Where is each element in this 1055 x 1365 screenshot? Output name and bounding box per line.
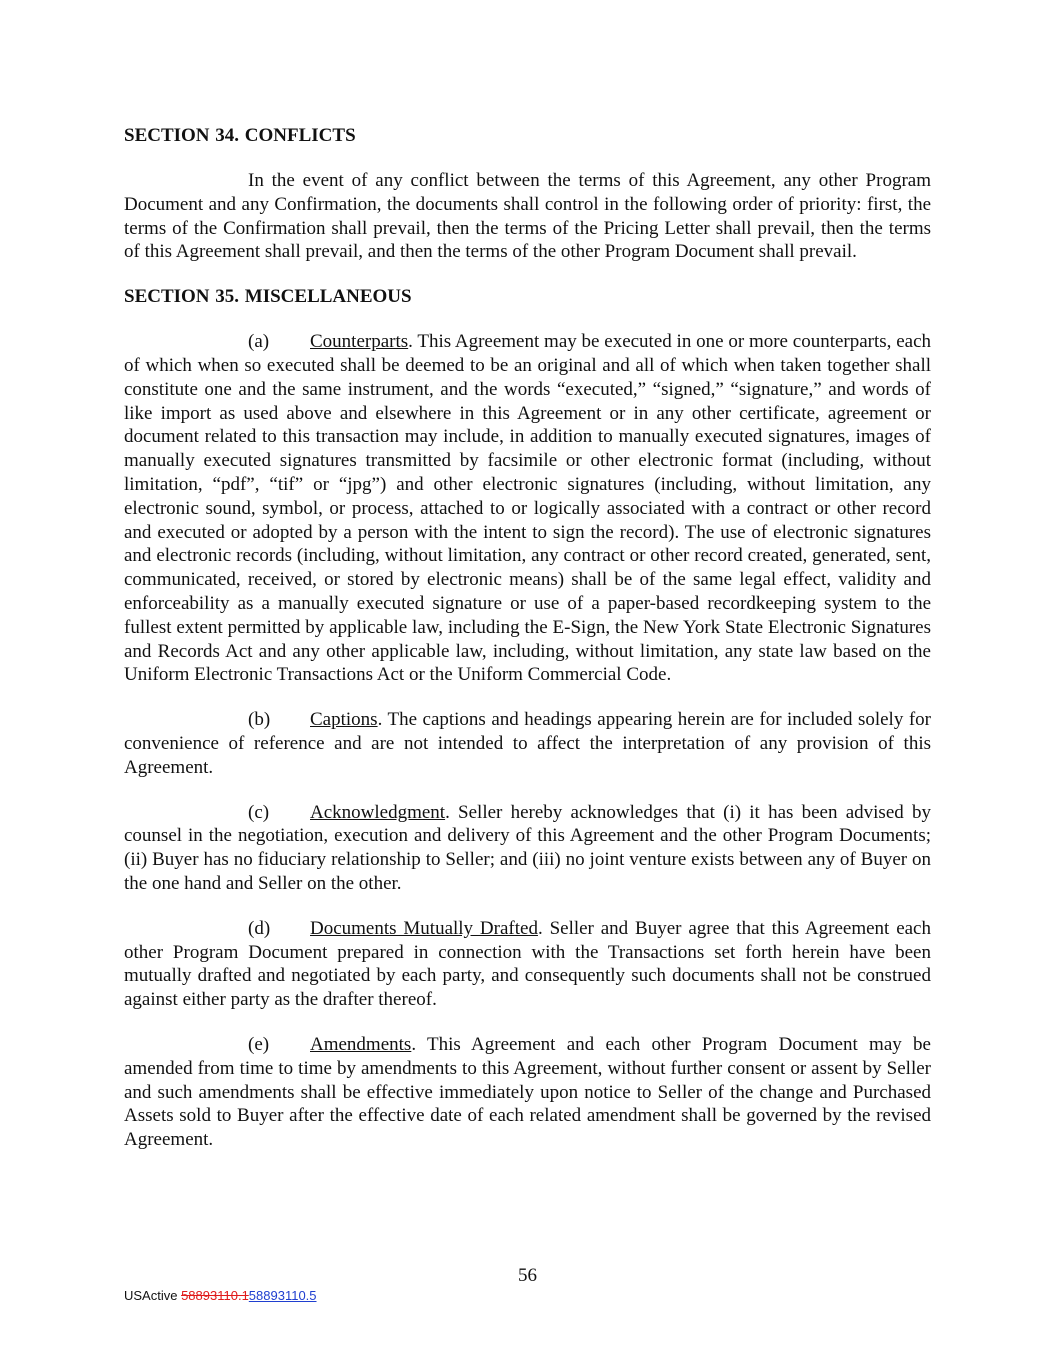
paragraph-d-text: . Seller and Buyer agree that this Agreement each other Program Document prepared in connection with the Transactions set forth herein have been mutually drafted and negotiated by each party, and consequently such documents shall not be construed against either party as the drafter thereof.	[124, 917, 931, 1011]
paragraph-e	[124, 1033, 931, 1152]
paragraph-b-marker: (b)	[248, 709, 271, 731]
paragraph-e-caption: Amendments	[310, 1033, 412, 1055]
paragraph-c	[124, 801, 931, 896]
paragraph-c-caption: Acknowledgment	[310, 801, 446, 823]
page-number: 56	[518, 1265, 537, 1286]
paragraph-a-marker: (a)	[248, 331, 270, 353]
paragraph-e-text: . This Agreement and each other Program Document may be amended from time to time by amendments to this Agreement, without further consent or assent by Seller and such amendments shall be effective immediately upon notice to Seller of the change and Purchased Assets sold to Buyer after the effective date of each related amendment shall be governed by the revised Agreement.	[124, 1033, 931, 1151]
paragraph-b	[124, 708, 931, 779]
paragraph-d-caption: Documents Mutually Drafted	[310, 917, 538, 939]
paragraph-b-caption: Captions	[310, 709, 378, 731]
deleted-document-id: 58893110.1	[181, 1288, 249, 1303]
section-34-heading: SECTION 34. CONFLICTS	[124, 125, 356, 146]
document-page	[124, 124, 931, 1152]
section-35-heading: SECTION 35. MISCELLANEOUS	[124, 286, 412, 308]
inserted-document-id: 58893110.5	[248, 1288, 317, 1303]
section-34-paragraph: In the event of any conflict between the terms of this Agreement, any other Program Document and any Confirmation, the documents shall control in the following order of priority: first, the terms of the Confirmation shall prevail, then the terms of the Pricing Letter shall prevail, then the terms of this Agreement shall prevail, and then the terms of the other Program Document shall prevail.	[124, 170, 931, 263]
document-id-prefix: USActive	[124, 1288, 182, 1303]
paragraph-a-text: . This Agreement may be executed in one or more counterparts, each of which when so executed shall be deemed to be an original and all of which when taken together shall constitute one and the same instrument, and the words “executed,” “signed,” “signature,” and words of like import as used above and elsewhere in this Agreement or in any other certificate, agreement or document related to this transaction may include, in addition to manually executed signatures, images of manually executed signatures transmitted by facsimile or other electronic format (including, without limitation, “pdf”, “tif” or “jpg”) and other electronic signatures (including, without limitation, any electronic sound, symbol, or process, attached to or logically associated with a contract or other record and executed or adopted by a person with the intent to sign the record). The use of electronic signatures and electronic records (including, without limitation, any contract or other record created, generated, sent, communicated, received, or stored by electronic means) shall be of the same legal effect, validity and enforceability as a manually executed signature or use of a paper-based recordkeeping system to the fullest extent permitted by applicable law, including the E-Sign, the New York State Electronic Signatures and Records Act and any other applicable law, including, without limitation, any state law based on the Uniform Electronic Transactions Act or the Uniform Commercial Code.	[124, 331, 931, 686]
paragraph-e-marker: (e)	[248, 1033, 270, 1055]
paragraph-d-marker: (d)	[248, 917, 271, 939]
paragraph-a	[124, 330, 931, 687]
paragraph-b-text: . The captions and headings appearing herein are for included solely for convenience of reference and are not intended to affect the interpretation of any provision of this Agreement.	[124, 709, 931, 778]
paragraph-a-caption: Counterparts	[310, 331, 409, 353]
paragraph-d	[124, 917, 931, 1012]
document-id-footer	[124, 1288, 317, 1304]
paragraph-c-marker: (c)	[248, 801, 270, 823]
paragraph-c-text: . Seller hereby acknowledges that (i) it has been advised by counsel in the negotiation, execution and delivery of this Agreement and the other Program Documents; (ii) Buyer has no fiduciary relationship to Seller; and (iii) no joint venture exists between any of Buyer on the one hand and Seller on the other.	[124, 801, 931, 894]
